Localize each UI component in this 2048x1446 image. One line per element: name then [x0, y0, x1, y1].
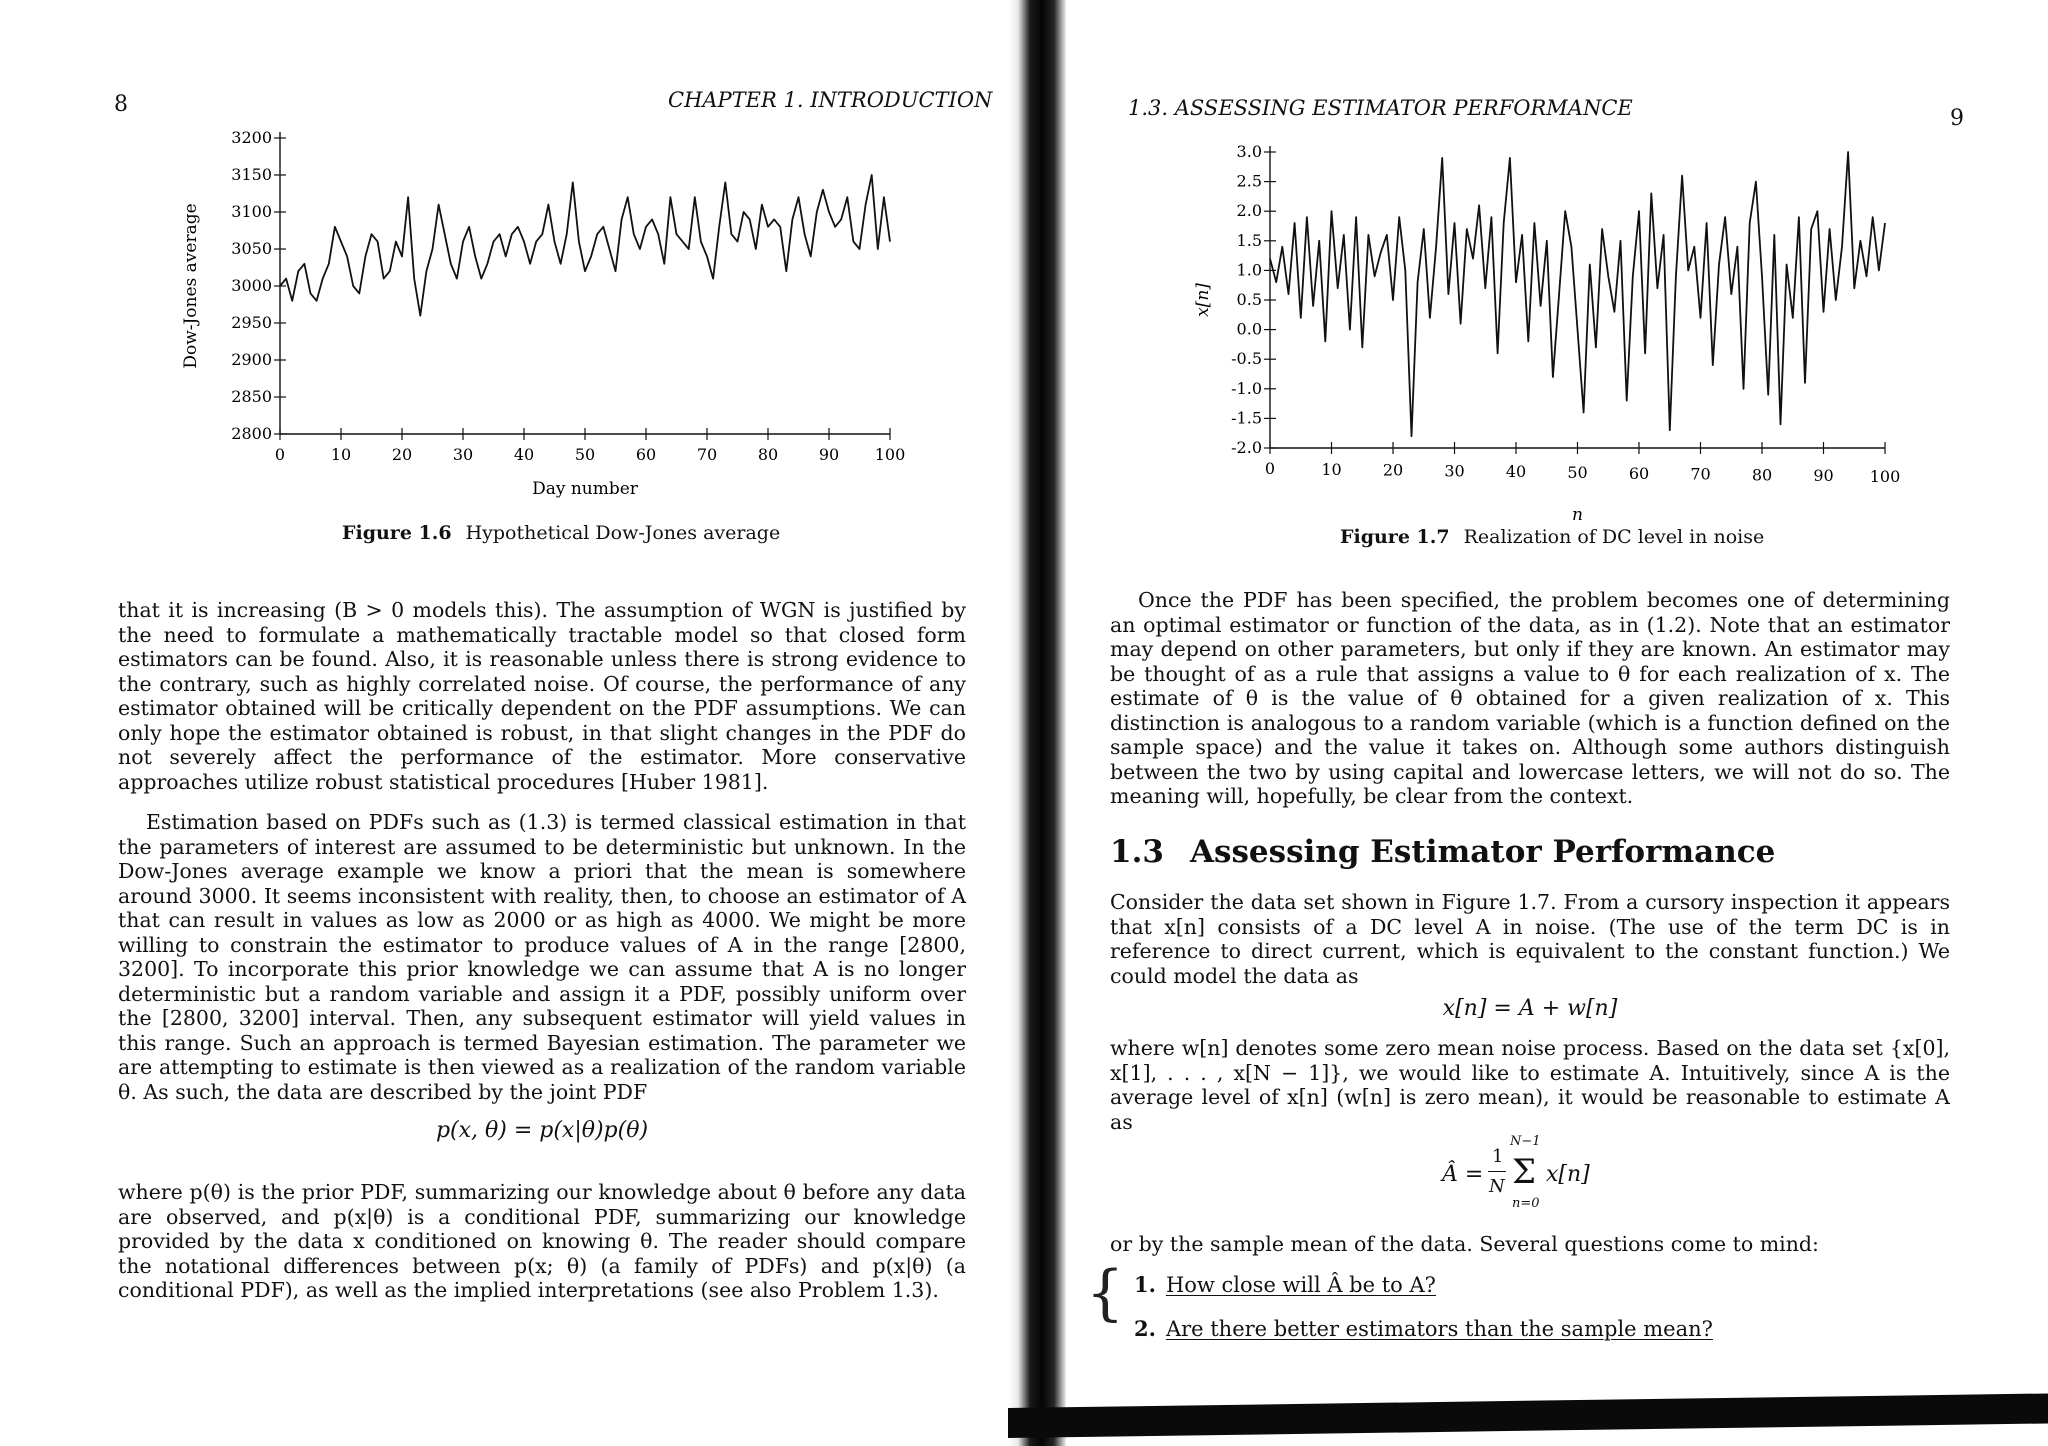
y-tick-label: 0.0: [1236, 319, 1262, 339]
x-tick-label: 20: [391, 445, 413, 464]
y-tick-label: 2900: [231, 350, 272, 369]
y-tick-label: 3200: [231, 128, 272, 147]
figure-caption-text: Hypothetical Dow-Jones average: [465, 522, 781, 544]
equation-lhs: Â =: [1442, 1162, 1491, 1187]
x-tick-label: 50: [574, 445, 596, 464]
book-spine-shadow: [1008, 0, 1066, 1446]
y-tick-label: 3100: [231, 202, 272, 221]
figure-1-6-caption: [342, 522, 780, 544]
x-tick-label: 80: [1751, 465, 1773, 485]
x-tick-label: 90: [818, 445, 840, 464]
sum-lower-limit: n=0: [1512, 1196, 1540, 1211]
series-line: [1270, 152, 1885, 436]
y-tick-label: 3150: [231, 165, 272, 184]
figure-caption-text: Realization of DC level in noise: [1463, 526, 1765, 548]
handwritten-brace-mark: {: [1086, 1258, 1125, 1328]
y-tick-label: -1.5: [1231, 408, 1262, 428]
list-number: 1.: [1134, 1272, 1156, 1297]
sum-upper-limit: N−1: [1510, 1134, 1541, 1149]
x-axis-label: n: [1572, 505, 1583, 525]
y-tick-label: 0.5: [1236, 290, 1262, 309]
y-tick-label: 2950: [231, 313, 272, 332]
x-tick-label: 70: [1690, 464, 1711, 484]
sum-term: x[n]: [1546, 1162, 1590, 1187]
x-tick-label: 90: [1813, 466, 1834, 486]
left-paragraph-1: that it is increasing (B > 0 models this). The assumption of WGN is justified by the need to formulate a mathematically tractable model so that closed form estimators can be found. Also, it is reasonable unless there is strong evidence to the contrary, such as highly correlated noise. Of course, the performance of any estimator obtained will be critically dependent on the PDF assumptions. We can only hope the estimator obtained is robust, in that slight changes in the PDF do not severely affect the performance of the estimator. More conservative approaches utilize robust statistical procedures [Huber 1981].: [118, 598, 966, 794]
right-paragraph-1: Once the PDF has been specified, the problem becomes one of determining an optimal estimator or function of the data, as in (1.2). Note that an estimator may depend on other parameters, but only if they are known. An estimator may be thought of as a rule that assigns a value to θ for each realization of x. The estimate of θ is the value of θ obtained for a given realization of x. This distinction is analogous to a random variable (which is a function defined on the sample space) and the value it takes on. Although some authors distinguish between the two by using capital and lowercase letters, we will not do so. The meaning will, hopefully, be clear from the context.: [1110, 588, 1950, 808]
x-tick-label: 20: [1382, 460, 1404, 480]
figure-1-7-chart: [1180, 138, 1940, 525]
x-tick-label: 50: [1567, 463, 1588, 482]
sample-mean-equation: [1442, 1134, 1642, 1218]
question-list-item-2: [1134, 1316, 1713, 1341]
right-paragraph-2: Consider the data set shown in Figure 1.7. From a cursory inspection it appears that x[n] consists of a DC level A in noise. (The use of the term DC is in reference to direct current, which is equivalent to the constant function.) We could model the data as: [1110, 890, 1950, 988]
y-tick-label: -0.5: [1231, 349, 1262, 369]
dc-level-noise-chart: [1180, 138, 1940, 525]
y-tick-label: 2.0: [1236, 201, 1262, 221]
joint-pdf-equation: p(x, θ) = p(x|θ)p(θ): [435, 1118, 649, 1143]
figure-1-7-caption: [1340, 526, 1764, 548]
series-line: [280, 175, 890, 316]
right-paragraph-3: where w[n] denotes some zero mean noise process. Based on the data set {x[0], x[1], . . . , x[N − 1]}, we would like to estimate A. Intuitively, since A is the average level of x[n] (w[n] is zero mean), it would be reasonable to estimate A as: [1110, 1036, 1950, 1134]
x-tick-label: 70: [696, 445, 718, 464]
dow-jones-line-chart: [170, 128, 930, 508]
x-tick-label: 10: [330, 445, 352, 464]
summation-symbol: Σ: [1512, 1152, 1537, 1192]
fraction-bar: [1488, 1171, 1506, 1172]
y-tick-label: 3.0: [1236, 142, 1262, 161]
list-number: 2.: [1134, 1316, 1156, 1341]
figure-1-6-chart: [170, 128, 930, 508]
section-title: Assessing Estimator Performance: [1189, 834, 1776, 870]
y-axis-label: Dow-Jones average: [181, 203, 201, 369]
x-tick-label: 40: [1505, 462, 1527, 482]
left-running-head: CHAPTER 1. INTRODUCTION: [668, 88, 993, 112]
left-page-number: 8: [114, 92, 128, 117]
right-page-number: 9: [1950, 106, 1964, 131]
x-tick-label: 100: [1869, 467, 1901, 486]
left-paragraph-2: Estimation based on PDFs such as (1.3) is termed classical estimation in that the parameters of interest are assumed to be deterministic but unknown. In the Dow-Jones average example we know a priori that the mean is somewhere around 3000. It seems inconsistent with reality, then, to choose an estimator of A that can result in values as low as 2000 or as high as 4000. We might be more willing to constrain the estimator to produce values of A in the range [2800, 3200]. To incorporate this prior knowledge we can assume that A is no longer deterministic but a random variable and assign it a PDF, possibly uniform over the [2800, 3200] interval. Then, any subsequent estimator will yield values in this range. Such an approach is termed Bayesian estimation. The parameter we are attempting to estimate is then viewed as a realization of the random variable θ. As such, the data are described by the joint PDF: [118, 810, 966, 1104]
section-number: 1.3: [1110, 834, 1164, 870]
x-tick-label: 100: [874, 445, 906, 464]
x-axis-label: Day number: [532, 479, 638, 499]
figure-label: Figure 1.6: [342, 522, 452, 544]
left-paragraph-3: where p(θ) is the prior PDF, summarizing our knowledge about θ before any data are observed, and p(x|θ) is a conditional PDF, summarizing our knowledge provided by the data x conditioned on knowing θ. The reader should compare the notational differences between p(x; θ) (a family of PDFs) and p(x|θ) (a conditional PDF), as well as the implied interpretations (see also Problem 1.3).: [118, 1180, 966, 1302]
y-tick-label: 2850: [231, 387, 272, 406]
x-tick-label: 60: [1628, 463, 1650, 483]
x-tick-label: 0: [1264, 459, 1276, 478]
y-tick-label: 3050: [231, 239, 272, 258]
fraction-denominator: N: [1489, 1176, 1505, 1197]
list-text: Are there better estimators than the sample mean?: [1165, 1317, 1713, 1341]
y-tick-label: 1.0: [1236, 260, 1262, 280]
x-tick-label: 60: [635, 445, 657, 464]
x-tick-label: 10: [1321, 459, 1342, 479]
x-tick-label: 30: [1444, 461, 1465, 481]
y-tick-label: -2.0: [1231, 438, 1262, 457]
y-tick-label: 3000: [231, 276, 272, 295]
x-tick-label: 80: [757, 445, 779, 464]
x-tick-label: 30: [452, 445, 474, 464]
right-running-head: 1.3. ASSESSING ESTIMATOR PERFORMANCE: [1128, 96, 1633, 120]
x-tick-label: 0: [274, 445, 286, 464]
figure-label: Figure 1.7: [1340, 526, 1450, 548]
y-axis-label: x[n]: [1193, 283, 1213, 317]
page-bottom-shadow: [1008, 1393, 2048, 1438]
y-tick-label: 2.5: [1236, 171, 1262, 191]
y-tick-label: -1.0: [1231, 378, 1262, 398]
y-tick-label: 2800: [231, 424, 272, 443]
dc-model-equation: x[n] = A + w[n]: [1442, 996, 1618, 1021]
list-text: How close will Â be to A?: [1165, 1273, 1436, 1297]
y-tick-label: 1.5: [1236, 230, 1262, 250]
section-heading: [1110, 834, 1775, 870]
fraction-numerator: 1: [1492, 1146, 1504, 1167]
x-tick-label: 40: [513, 445, 535, 464]
right-paragraph-4: or by the sample mean of the data. Several questions come to mind:: [1110, 1232, 1819, 1256]
question-list-item-1: [1134, 1272, 1436, 1297]
